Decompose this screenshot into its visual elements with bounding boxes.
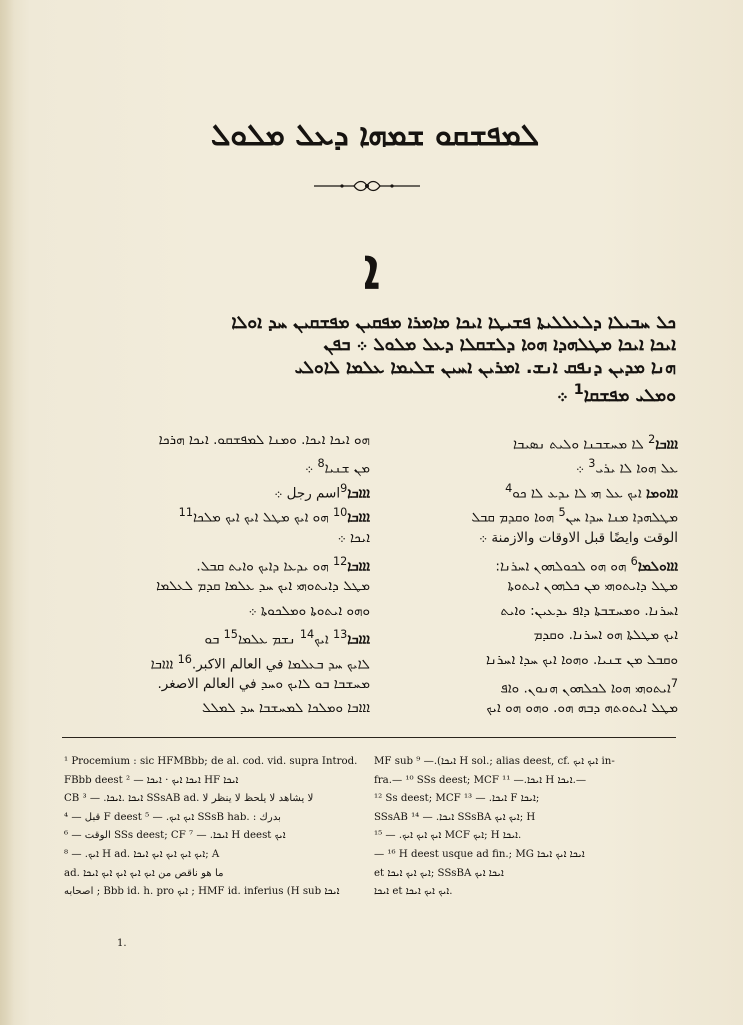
footnote-line: ¹² Ss deest; MCF ܐܝܟܐ. — ¹³ F ܐܝܟܐ; (374, 793, 540, 805)
column-line (64, 574, 370, 598)
intro-text: ܐܝܟܐ ܐܝܟܐ ܡܛܠܗܕܐ ܗܘܐ ܕܠܫܩܠܐ ܕܥܠ ܡܠܘܠ ܀ ܒܦܢ (323, 335, 676, 355)
intro-line (64, 357, 676, 379)
binding-shadow (0, 0, 14, 1025)
entry-text: ܘܩܒܠ ܡܢ ܫܢܝܐ. ܘܗܘܐ ܐܝܟ ܚܕܐ ܐܚܪܢܐ (485, 651, 678, 668)
column-line (64, 696, 370, 720)
intro-line (64, 379, 676, 407)
footnote-marker: 1 (573, 381, 584, 398)
footnote-marker: 13 (332, 628, 348, 642)
footnote-line: ¹ Procemium : sic HFMBbb; de al. cod. vid. supra Introd. (64, 756, 358, 767)
entry-text: ܐܐܐܒܐ (150, 656, 178, 672)
footnote-marker: 14 (299, 628, 315, 642)
footnote-marker: 7 (670, 676, 678, 690)
letter-heading: ܐ (363, 237, 380, 302)
footnote-marker: 6 (630, 554, 638, 568)
entry-lemma: ܐܐܐܒܐ (347, 485, 370, 502)
entry-text: ܗܘ ܝܕܥܐ ܕܐܝܟ ܘܐܝܬ ܩܒܠ. (196, 558, 333, 575)
entry-text: الوقت وايضًا قبل الاوقات والازمنة ܀ (479, 529, 678, 546)
footnote-line: et ܐܝܟ ܐܝܟ ܐܝܟܐ; SSsBA ܐܝܟܐ ܐܝܟ (374, 867, 504, 879)
intro-line (64, 312, 676, 334)
column-line (64, 428, 370, 452)
column-line (372, 477, 678, 501)
entry-text: ܥܠ ܗܘܐ ܠܐ ܝܪܝ (595, 460, 678, 477)
column-line (64, 623, 370, 647)
intro-text: ܀ (557, 385, 574, 406)
intro-text: ܟܠ ܚܒܝܠܐ ܕܠܥܠܠܝܬܐ ܦܫܝܛܐ ܐܝܟܐ ܡܐܡܪܐ ܡܦܩܝܢ ܡܦܫܩܝܢ ܚܕ ܐܘܠܐ (231, 313, 676, 333)
entry-text: ܗܘܐ ܘܩܕܡ ܩܒܠ (471, 509, 559, 526)
footnote-marker: 11 (178, 506, 193, 520)
column-line (64, 599, 370, 623)
footnote-line: CB ܐܝܟܐ .ܐܝܟܐ. — ³ SSsAB ad. لا يشاهد لا يلحظ لا ينظر لا (64, 793, 314, 805)
arabic-gloss: في العالم الاكبر. (191, 656, 284, 672)
entry-text: ܡܛܠܗܕܐ ܡܢܐ ܚܕܐ ܚܢ (565, 509, 678, 526)
entry-lemma: ܐܐܐܘܠܡܐ (637, 558, 678, 575)
decorative-ornament-icon (312, 178, 422, 194)
column-line (372, 550, 678, 574)
footnote-marker: 10 (332, 506, 348, 520)
column-line (372, 648, 678, 672)
footnote-marker: 3 (588, 457, 596, 471)
entry-lemma: ܐܐܐܘܡܐ (646, 485, 678, 502)
entry-text: ܐܝܟ ܡܛܠܬܐ ܗܘ ܐܚܪܢܐ. ܘܩܕܡ (533, 627, 678, 644)
column-line (372, 428, 678, 452)
column-line (64, 452, 370, 476)
intro-line (64, 334, 676, 356)
footnotes-left (64, 753, 370, 902)
entry-text: ܐܐܐܒܐ ܘܡܠܟܐ ܠܡܚܫܒܐ ܚܕ ܠܡܠܠ (201, 700, 370, 717)
entry-lemma: ܐܐܐܒܐ (655, 436, 678, 453)
entry-text: ܡܛܠ ܕܐܝܬܘܗܝ ܐܝܟ ܚܕ ܥܠܡܐ ܩܕܡ ܠܥܠܡܐ (156, 578, 370, 595)
column-line (64, 501, 370, 525)
column-line (372, 599, 678, 623)
footnotes-right (374, 753, 680, 902)
footnote-line: SSsAB ܐܝܟܐ. — ¹⁴ SSsBA ܐܝܟ ܐܝܟ; H (374, 811, 536, 823)
arabic-gloss: في العالم الاصغر. (157, 675, 257, 692)
entry-text: ܗܘ ܐܝܟ ܡܛܠ ܐܝܟ ܐܝܟ ܡܠܟܐ (192, 509, 333, 526)
column-line (372, 672, 678, 696)
entry-text: ܘܗܘ ܐܝܬܘܬܐ ܘܡܠܟܘܬܐ ܀ (248, 602, 370, 619)
entry-text: ܡܢ ܫܢܝܐ (324, 460, 370, 477)
intro-text: ܗܢܐ ܡܕܝܢ ܕܢܦܩ ܐܢܫ. ܐܡܪܝܢ ܐܚܝܢ ܫܠܝܡܐ ܥܠܡܐ ܠܐܘܠܝ (294, 358, 676, 378)
entry-text: ܢܫܡ ܥܠܡܐ (237, 631, 300, 648)
footnote-marker: 8 (317, 457, 325, 471)
right-column (372, 428, 678, 721)
left-column (64, 428, 370, 721)
entry-text: ܠܐ ܡܚܫܒܢܐ ܘܠܝܬ ܢܣܝܒܐ (512, 436, 649, 453)
column-line (64, 672, 370, 696)
entry-lemma: ܐܐܐܒܐ (347, 631, 370, 648)
footnote-line: — ¹⁶ H deest usque ad fin.; MG ܐܝܟܐ ܐܝܟ ܐܝܟܐ (374, 848, 585, 860)
page-title: ܠܡܦܫܩܘ ܫܡܗܐ ܕܥܠ ܡܠܘܠ (210, 118, 540, 153)
footnote-marker: 12 (332, 554, 348, 568)
intro-text: ܘܡܠܝ ܡܦܫܩܐ (583, 385, 676, 406)
footnote-line: الوقت — ⁶ SSs deest; CF ܐܝܟܐ. — ⁷ H deest ܐܝܟ (64, 830, 286, 842)
column-line (372, 526, 678, 550)
footnote-line: اصحابه ; Bbb id. h. pro ܐܝܟ ; HMF id. inferius (H sub ܐܝܟܐ (64, 886, 340, 898)
entry-text: ܐܝܟܐ ܀ (337, 529, 370, 546)
footnote-marker: 2 (648, 433, 656, 446)
column-line (372, 501, 678, 525)
footnote-marker: 15 (223, 628, 238, 642)
entry-text: ܐܝܟ ܥܠ ܗܝ ܠܐ ܝܕܥ ܠܐ ܟܘ (512, 485, 646, 502)
footnote-divider (62, 737, 676, 738)
entry-text: ܀ (305, 460, 318, 477)
column-line (372, 696, 678, 720)
column-line (372, 574, 678, 598)
footnote-marker: 4 (505, 481, 513, 495)
entry-text: ܐܝܟ (314, 631, 333, 648)
footnote-line: ܐܝܟܐ et ܐܝܟ ܐܝܟ ܐܝܟܐ. (374, 886, 453, 898)
footnote-marker: 5 (558, 506, 566, 520)
footnote-line: fra.— ¹⁰ SSs deest; MCF ܐܝܟܐ.— ¹¹ H ܐܝܟܐ.— (374, 774, 587, 786)
entry-text: ܗܘ ܐܝܟܐ ܐܝܟܐ. ܘܡܢܐ ܠܡܦܫܩܘ. ܐܝܟܐ ܗܪܟܐ (158, 432, 370, 448)
entry-text: ܡܛܠ ܕܐܝܬܘܗܝ ܡܢ ܟܠܗܘܢ ܐܝܬܘܬܐ (507, 578, 678, 595)
footnote-line: ad. ما هو ناقص من ܐܝܟ ܐܝܟ ܐܝܟ ܐܝܟ ܐܝܟܐ (64, 867, 224, 879)
entry-text: ܗܘ ܗܘ ܠܟܘܠܗܘܢ ܐܚܪܢܐ: (495, 558, 631, 575)
entry-lemma: ܐܐܐܒܐ (347, 509, 370, 526)
entry-text: ܡܚܫܒܐ ܒܘ ܠܐܝܟ ܘܚܕ (256, 675, 370, 692)
arabic-gloss: اسم رجل ܀ (274, 485, 341, 502)
column-line (64, 526, 370, 550)
column-line (64, 477, 370, 501)
column-line (64, 648, 370, 672)
column-line (64, 550, 370, 574)
footnote-line: FBbb deest ܐܝܟܐ ܐܝܟ · ܐܝܟܐ — ² HF ܐܝܟܐ (64, 774, 239, 786)
entry-text: ܠܐܝܟ ܚܕ ܒܥܠܡܐ (283, 656, 370, 672)
column-line (372, 452, 678, 476)
footnote-marker: 16 (177, 652, 192, 666)
entry-lemma: ܐܐܐܒܐ (347, 558, 370, 575)
entry-text: ܐܝܬܘܗܝ ܗܘܐ ܠܟܠܗܘܢ ܗܢܘܢ. ܘܐܦ (500, 680, 671, 697)
footnote-line: ܐܝܟ ܐܝܟ ܐܝܟ. — ¹⁵ MCF ܐܝܟ; H ܐܝܟܐ. (374, 830, 522, 842)
entry-text: ܐܚܪܢܐ. ܘܡܚܫܒܬܐ ܕܐܦ ܝܕܥܝܢ: ܘܐܝܬ (500, 602, 678, 619)
column-line (372, 623, 678, 647)
footnote-line: ܐܝܟ. — ⁸ H ad. ܐܝܟ ܐܝܟ ܐܝܟ ܐܝܟ ܐܝܟܐ; A (64, 848, 220, 860)
footnote-marker: 9 (340, 481, 348, 495)
page-mark: 1. (117, 938, 127, 949)
entry-text: ܡܛܠ ܐܝܬܘܬܗ ܕܒܗ ܗܘ. ܘܗܘ ܗܘ ܐܝܟ (486, 700, 678, 717)
entry-text: ܒܘ (204, 631, 224, 648)
footnote-line: MF sub ܐܝܟܐ).— ⁹ H sol.; alias deest, cf. ܐܝܟ ܐܝܟ in- (374, 756, 615, 767)
entry-text: ܀ (575, 460, 589, 477)
footnote-line: قبل — ⁴ F deest ܐܝܟ ܐܝܟ. — ⁵ SSsB hab. : بدرك (64, 811, 282, 823)
